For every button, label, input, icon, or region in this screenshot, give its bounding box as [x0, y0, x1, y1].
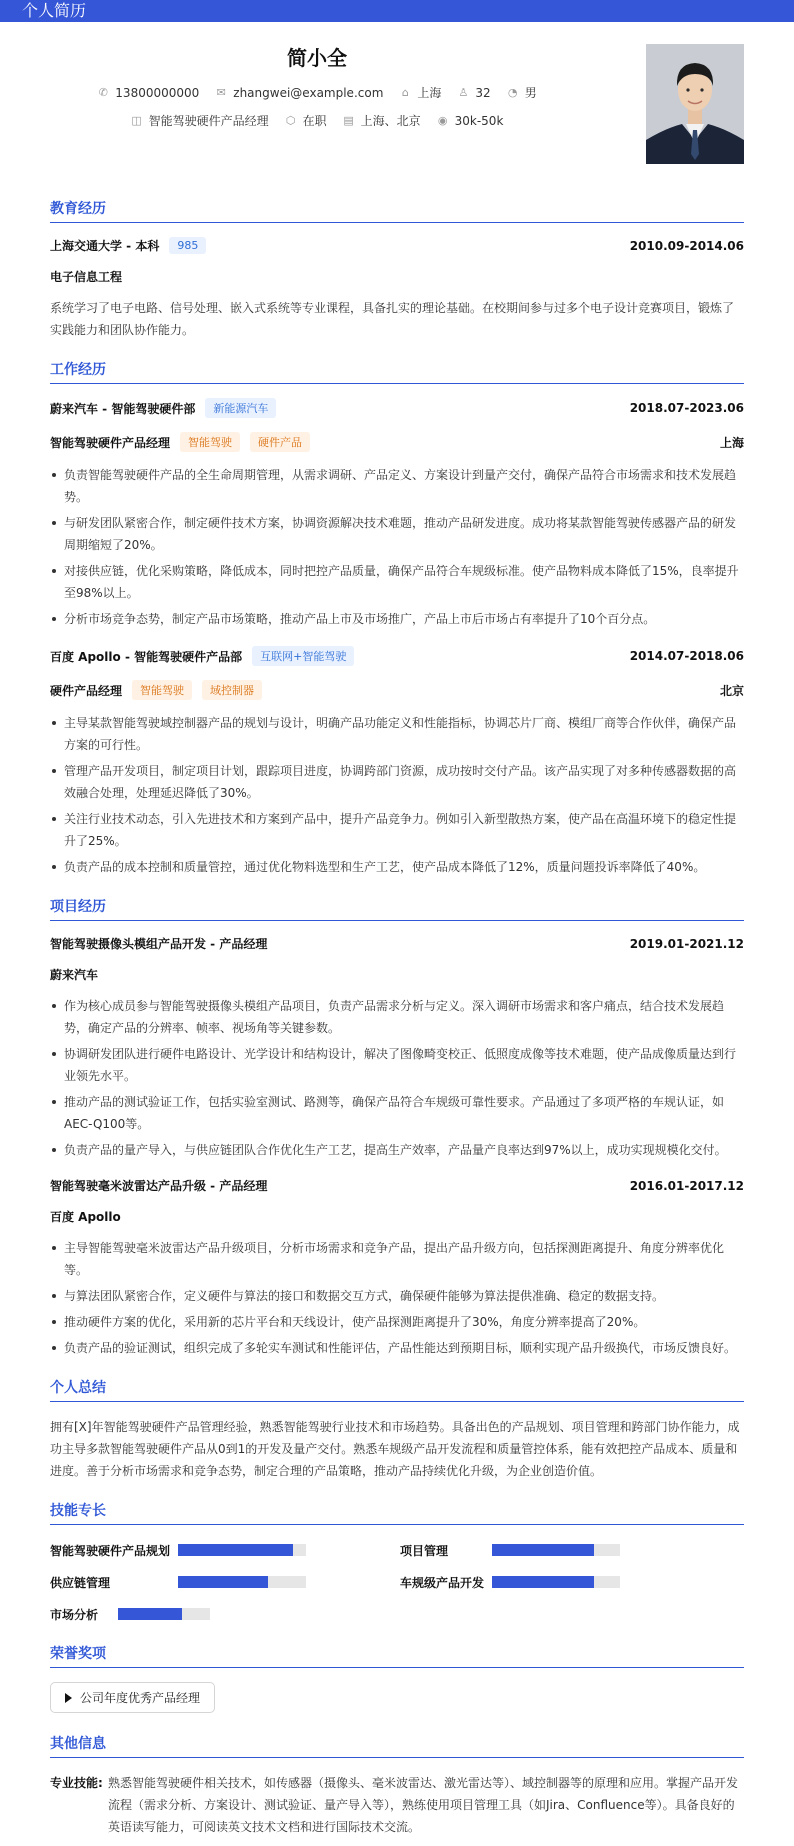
salary-icon: ◉	[437, 113, 448, 127]
gender-value: 男	[524, 86, 537, 100]
work-title: 工作经历	[50, 359, 744, 384]
skill-name: 市场分析	[50, 1607, 99, 1622]
major	[50, 268, 744, 285]
list-item: 主导智能驾驶毫米波雷达产品升级项目，分析市场需求和竞争产品，提出产品升级方向，包括探测距离提升、角度分辨率优化等。	[50, 1237, 744, 1281]
list-item: 作为核心成员参与智能驾驶摄像头模组产品项目，负责产品需求分析与定义。深入调研市场需求和客户痛点，结合技术发展趋势，确定产品的分辨率、帧率、视场角等关键参数。	[50, 995, 744, 1039]
project-item	[50, 935, 744, 1161]
age-item	[457, 86, 490, 100]
work-period: 2018.07-2023.06	[629, 401, 744, 415]
list-item: 负责产品的验证测试，组织完成了多轮实车测试和性能评估，产品性能达到预期目标，顺利实现产品升级换代，市场反馈良好。	[50, 1337, 744, 1359]
project-period: 2016.01-2017.12	[629, 1178, 744, 1193]
award-name: 公司年度优秀产品经理	[80, 1691, 201, 1705]
skill-name: 项目管理	[400, 1543, 449, 1558]
work-position-row	[50, 432, 744, 452]
job-intention-row	[50, 112, 584, 129]
skill-bar	[178, 1576, 306, 1588]
project-company-name: 百度 Apollo	[50, 1210, 121, 1224]
list-item: 推动硬件方案的优化，采用新的芯片平台和天线设计，使产品探测距离提升了30%，角度分辨率提高了20%。	[50, 1311, 744, 1333]
major-name: 电子信息工程	[50, 270, 123, 284]
salary-value: 30k-50k	[454, 113, 504, 128]
city-value: 上海	[417, 86, 442, 100]
avatar	[646, 44, 744, 164]
skill-name: 智能驾驶硬件产品规划	[50, 1543, 171, 1558]
skills-section	[50, 1500, 744, 1625]
project-period: 2019.01-2021.12	[629, 936, 744, 951]
phone-value: 13800000000	[115, 85, 200, 100]
status-value: 在职	[302, 114, 327, 128]
awards-section	[50, 1643, 744, 1733]
skill-item	[50, 1603, 400, 1625]
salary-item	[437, 114, 504, 128]
skill-bar	[118, 1608, 210, 1620]
list-item: 对接供应链，优化采购策略，降低成本，同时把控产品质量，确保产品符合车规级标准。使产品物料成本降低了15%，良率提升至98%以上。	[50, 560, 744, 604]
contact-row	[50, 84, 584, 101]
age-value: 32	[475, 85, 491, 100]
candidate-name: 简小全	[287, 46, 347, 70]
list-item: 关注行业技术动态，引入先进技术和方案到产品中，提升产品竞争力。例如引入新型散热方案，使产品在高温环境下的稳定性提升了25%。	[50, 808, 744, 852]
skill-name: 供应链管理	[50, 1575, 111, 1590]
skill-tag: 智能驾驶	[180, 432, 240, 452]
work-location: 北京	[719, 683, 744, 698]
work-location: 上海	[719, 435, 744, 450]
project-item	[50, 1177, 744, 1359]
education-section	[50, 198, 744, 341]
list-item: 分析市场竞争态势，制定产品市场策略，推动产品上市及市场推广，产品上市后市场占有率提升了10个百分点。	[50, 608, 744, 630]
skill-fill	[492, 1576, 594, 1588]
topbar	[0, 0, 794, 22]
project-name: 智能驾驶毫米波雷达产品升级 - 产品经理	[50, 1179, 268, 1193]
other-text: 熟悉智能驾驶硬件相关技术，如传感器（摄像头、毫米波雷达、激光雷达等）、域控制器等的原理和应用。掌握产品开发流程（需求分析、方案设计、测试验证、量产导入等），熟练使用项目管理工具（如Jira、Confluence等）。具备良好的英语读写能力，可阅读英文技术文档和进行国际技术交流。	[108, 1776, 739, 1834]
work-bullets	[50, 712, 744, 878]
list-item: 负责产品的量产导入，与供应链团队合作优化生产工艺，提高生产效率，产品量产良率达到97%以上，成功实现规模化交付。	[50, 1139, 744, 1161]
summary-text: 拥有[X]年智能驾驶硬件产品管理经验，熟悉智能驾驶行业技术和市场趋势。具备出色的产品规划、项目管理和跨部门协作能力，成功主导多款智能驾驶硬件产品从0到1的开发及量产交付。熟悉车规级产品开发流程和质量管控体系，能有效把控产品成本、质量和进度。善于分析市场需求和竞争态势，制定合理的产品策略，推动产品持续优化升级，为企业创造价值。	[50, 1420, 740, 1478]
skill-item	[400, 1539, 744, 1561]
list-item: 协调研发团队进行硬件电路设计、光学设计和结构设计，解决了图像畸变校正、低照度成像等技术难题，使产品成像质量达到行业领先水平。	[50, 1043, 744, 1087]
project-company-name: 蔚来汽车	[50, 968, 99, 982]
gender-icon: ◔	[507, 85, 518, 99]
skills-grid	[50, 1539, 744, 1625]
list-item: 负责智能驾驶硬件产品的全生命周期管理，从需求调研、产品定义、方案设计到量产交付，确保产品符合市场需求和技术发展趋势。	[50, 464, 744, 508]
summary-section	[50, 1377, 744, 1482]
skill-item	[50, 1539, 400, 1561]
education-desc: 系统学习了电子电路、信号处理、嵌入式系统等专业课程，具备扎实的理论基础。在校期间参与过多个电子设计竞赛项目，锻炼了实践能力和团队协作能力。	[50, 301, 735, 337]
project-company	[50, 966, 744, 983]
target-city-item	[343, 112, 421, 129]
skill-bar	[492, 1544, 620, 1556]
list-item: 与算法团队紧密合作，定义硬件与算法的接口和数据交互方式，确保硬件能够为算法提供准确、稳定的数据支持。	[50, 1285, 744, 1307]
school-tag: 985	[169, 237, 206, 254]
status-icon: ⬡	[285, 113, 296, 127]
play-icon	[65, 1693, 72, 1703]
other-label: 专业技能:	[50, 1776, 103, 1790]
skill-name: 车规级产品开发	[400, 1575, 485, 1590]
resume-page	[0, 22, 794, 1838]
company-name: 百度 Apollo - 智能驾驶硬件产品部	[50, 649, 243, 664]
location-icon: ⌂	[401, 85, 409, 99]
other-row	[50, 1772, 744, 1838]
education-head	[50, 237, 744, 254]
skill-tag: 智能驾驶	[132, 680, 192, 700]
work-position-row	[50, 680, 744, 700]
project-head	[50, 935, 744, 952]
skill-fill	[178, 1544, 293, 1556]
job-icon: ◫	[131, 113, 142, 127]
summary-title: 个人总结	[50, 1377, 744, 1402]
projects-title: 项目经历	[50, 896, 744, 921]
position-value: 智能驾驶硬件产品经理	[148, 114, 269, 128]
resume-header	[50, 22, 744, 198]
work-item	[50, 398, 744, 630]
phone-icon: ✆	[98, 85, 108, 99]
skill-fill	[178, 1576, 268, 1588]
education-period: 2010.09-2014.06	[629, 238, 744, 253]
skill-item	[400, 1571, 744, 1593]
age-icon: ♙	[458, 85, 469, 99]
project-bullets	[50, 995, 744, 1161]
work-head	[50, 646, 744, 666]
list-item: 负责产品的成本控制和质量管控，通过优化物料选型和生产工艺，使产品成本降低了12%，质量问题投诉率降低了40%。	[50, 856, 744, 878]
skill-item	[50, 1571, 400, 1593]
skill-tag: 域控制器	[202, 680, 262, 700]
mail-icon: ✉	[216, 85, 226, 99]
project-company	[50, 1208, 744, 1225]
awards-title: 荣誉奖项	[50, 1643, 744, 1668]
award-item[interactable]	[50, 1682, 215, 1713]
other-title: 其他信息	[50, 1733, 744, 1758]
skill-bar	[492, 1576, 620, 1588]
gender-item	[507, 84, 537, 101]
work-section	[50, 359, 744, 878]
position-item	[131, 112, 269, 129]
skill-tag: 硬件产品	[250, 432, 310, 452]
list-item: 推动产品的测试验证工作，包括实验室测试、路测等，确保产品符合车规级可靠性要求。产品通过了多项严格的车规认证，如AEC-Q100等。	[50, 1091, 744, 1135]
target-city-value: 上海、北京	[360, 114, 421, 128]
position-title: 智能驾驶硬件产品经理	[50, 435, 171, 450]
page-title: 个人简历	[22, 1, 87, 20]
skill-fill	[492, 1544, 594, 1556]
work-head	[50, 398, 744, 418]
list-item: 管理产品开发项目，制定项目计划，跟踪项目进度，协调跨部门资源，成功按时交付产品。该产品实现了对多种传感器数据的高效融合处理，处理延迟降低了30%。	[50, 760, 744, 804]
email-item	[215, 86, 383, 100]
education-title: 教育经历	[50, 198, 744, 223]
avatar-photo	[646, 44, 744, 164]
city-icon: ▤	[343, 113, 354, 127]
skill-bar	[178, 1544, 306, 1556]
skill-fill	[118, 1608, 182, 1620]
projects-section	[50, 896, 744, 1359]
work-bullets	[50, 464, 744, 630]
project-bullets	[50, 1237, 744, 1359]
industry-tag: 新能源汽车	[205, 398, 276, 418]
school-name: 上海交通大学 - 本科	[50, 239, 160, 253]
work-item	[50, 646, 744, 878]
list-item: 与研发团队紧密合作，制定硬件技术方案，协调资源解决技术难题，推动产品研发进度。成功将某款智能驾驶传感器产品的研发周期缩短了20%。	[50, 512, 744, 556]
phone-item	[97, 86, 199, 100]
status-item	[285, 112, 327, 129]
skills-title: 技能专长	[50, 1500, 744, 1525]
project-name: 智能驾驶摄像头模组产品开发 - 产品经理	[50, 937, 268, 951]
other-section	[50, 1733, 744, 1838]
email-value: zhangwei@example.com	[233, 85, 384, 100]
work-period: 2014.07-2018.06	[629, 649, 744, 663]
position-title: 硬件产品经理	[50, 683, 123, 698]
industry-tag: 互联网+智能驾驶	[252, 646, 354, 666]
project-head	[50, 1177, 744, 1194]
list-item: 主导某款智能驾驶域控制器产品的规划与设计，明确产品功能定义和性能指标，协调芯片厂商、模组厂商等合作伙伴，确保产品方案的可行性。	[50, 712, 744, 756]
city-item	[399, 84, 441, 101]
company-name: 蔚来汽车 - 智能驾驶硬件部	[50, 401, 196, 416]
